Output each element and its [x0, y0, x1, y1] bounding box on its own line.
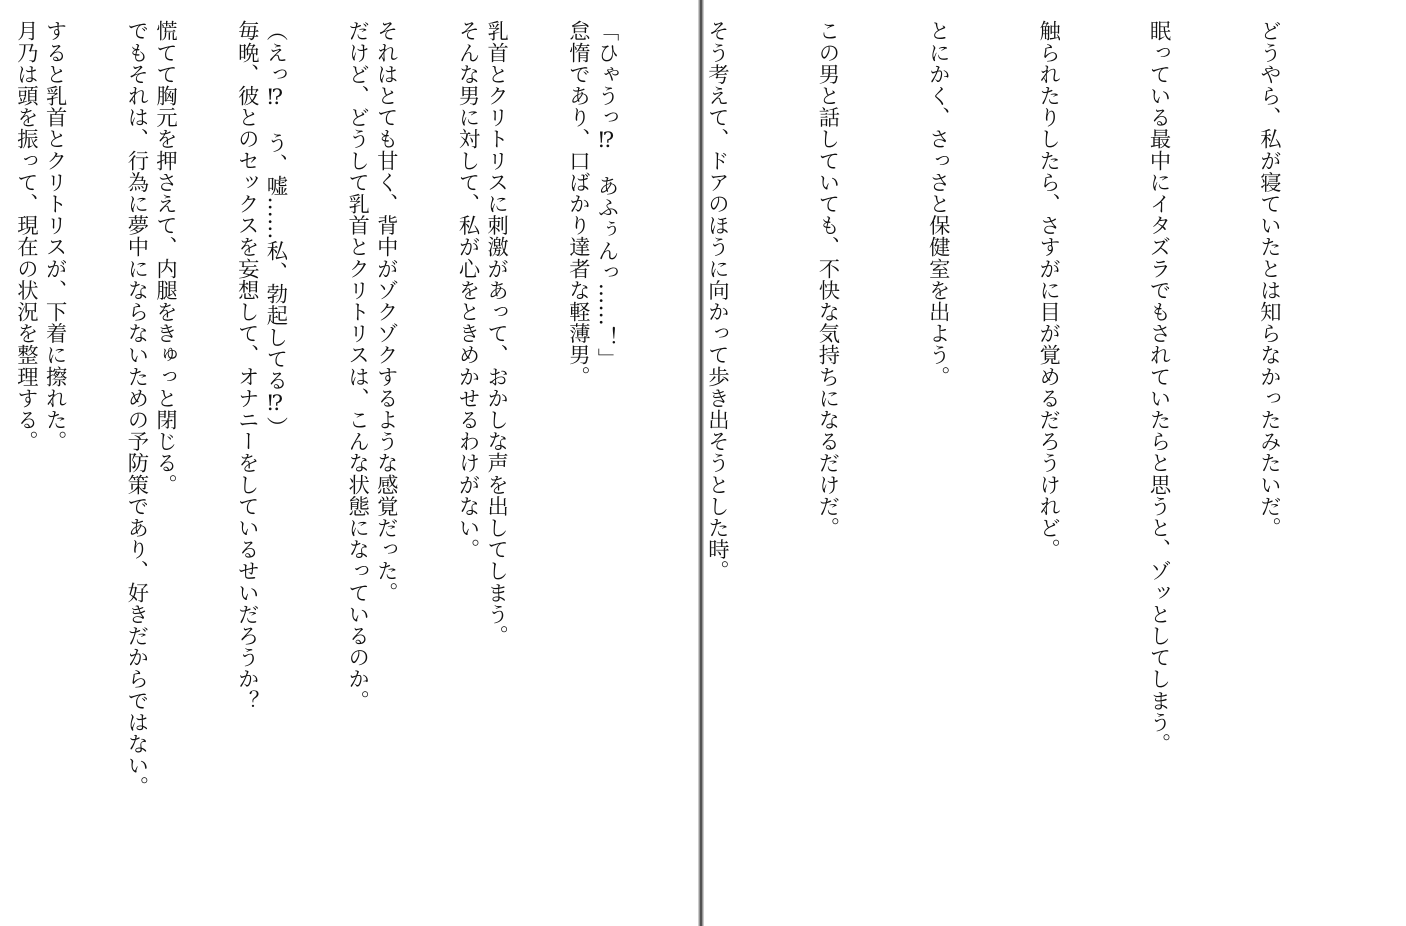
- text-line: 月乃は頭を振って、現在の状況を整理する。: [13, 20, 39, 452]
- text-line: そんな男に対して、私が心をときめかせるわけがない。: [455, 20, 481, 560]
- text-line: でもそれは、行為に夢中にならないための予防策であり、好きだからではない。: [123, 20, 149, 798]
- text-line: それはとても甘く、背中がゾクゾクするような感覚だった。: [373, 20, 399, 604]
- text-line: どうやら、私が寝ていたとは知らなかったみたいだ。: [1256, 20, 1282, 539]
- text-line: 毎晩、彼とのセックスを妄想して、オナニーをしているせいだろうか？: [234, 20, 260, 712]
- text-line: 触られたりしたら、さすがに目が覚めるだろうけれど。: [1035, 20, 1061, 560]
- text-line: （えっ⁉ う、嘘……私、勃起してる⁉）: [262, 20, 288, 438]
- text-line: 慌てて胸元を押さえて、内腿をきゅっと閉じる。: [152, 20, 178, 496]
- text-line: 怠惰であり、口ばかり達者な軽薄男。: [565, 20, 591, 388]
- right-page-text: [0, 20, 1360, 910]
- text-line: だけど、どうして乳首とクリトリスは、こんな状態になっているのか。: [344, 20, 370, 712]
- text-line: この男と話していても、不快な気持ちになるだけだ。: [814, 20, 840, 539]
- text-line: 乳首とクリトリスに刺激があって、おかしな声を出してしまう。: [483, 20, 509, 647]
- text-line: 「ひゃうっ⁉ あふぅんっ……！」: [594, 20, 620, 370]
- text-line: 眠っている最中にイタズラでもされていたらと思うと、ゾッとしてしまう。: [1146, 20, 1172, 755]
- text-line: そう考えて、ドアのほうに向かって歩き出そうとした時。: [704, 20, 730, 582]
- text-line: とにかく、さっさと保健室を出よう。: [925, 20, 951, 388]
- text-line: すると乳首とクリトリスが、下着に擦れた。: [42, 20, 68, 452]
